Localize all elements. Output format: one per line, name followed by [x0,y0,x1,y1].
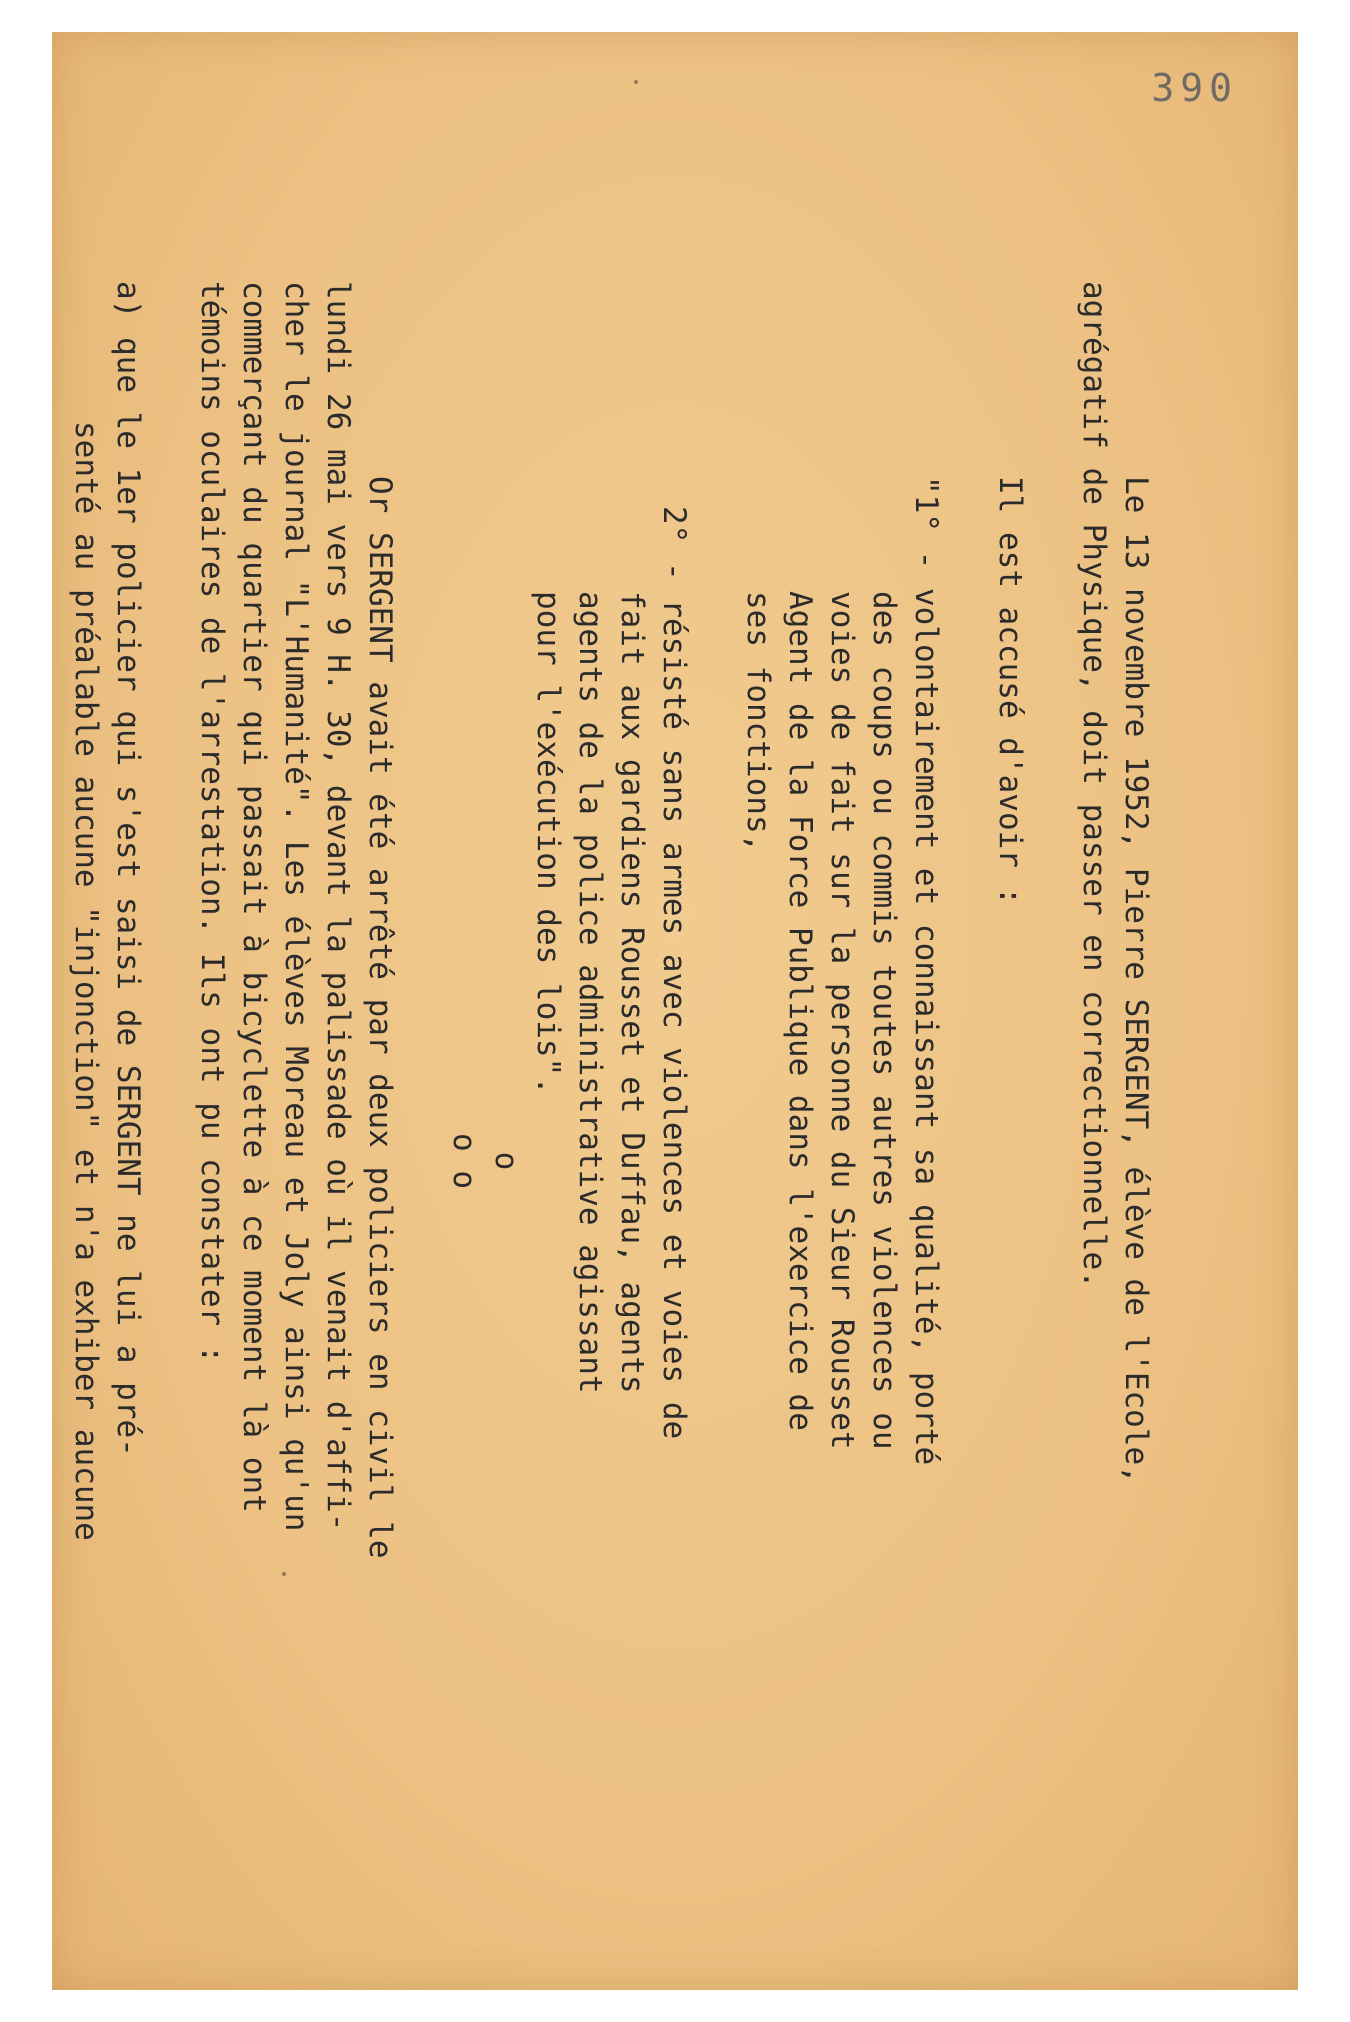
rotated-typescript [68,221,1205,1801]
paper-sheet [52,32,1298,1990]
text-line: pour l'exécution des lois". [530,591,566,1095]
text-line: Il est accusé d'avoir : [992,476,1028,906]
text-line: commerçant du quartier qui passait à bicyclette à ce moment là ont [236,281,272,1513]
text-line: o o [446,1133,482,1189]
text-line: fait aux gardiens Rousset et Duffau, agents [614,591,650,1394]
text-line: lundi 26 mai vers 9 H. 30, devant la palissade où il venait d'affi- [320,281,356,1532]
text-line: Agent de la Force Publique dans l'exercice de [782,591,818,1431]
page-number: 390 [1151,66,1238,110]
text-line: senté au préalable aucune "injonction" et n'a exhiber aucune [68,421,104,1541]
text-line: des coups ou commis toutes autres violences ou [866,591,902,1450]
blank-line [149,281,191,1761]
paper-speck [634,80,638,84]
text-line: Or SERGENT avait été arrêté par deux policiers en civil le [362,476,398,1559]
text-line: Le 13 novembre 1952, Pierre SERGENT, élève de l'Ecole, [1118,476,1154,1484]
text-line: cher le journal "L'Humanité". Les élèves Moreau et Joly ainsi qu'un [278,281,314,1532]
blank-line [695,281,737,1761]
text-line: voies de fait sur la personne du Sieur Rousset [824,591,860,1450]
text-line: agrégatif de Physique, doit passer en correctionnelle. [1076,281,1112,1289]
typed-text-block [68,221,1205,1801]
text-line: 2° - résisté sans armes avec violences et voies de [656,506,692,1440]
blank-line [1031,281,1073,1761]
text-line: o [488,1151,524,1171]
text-line: ses fonctions, [740,591,776,853]
text-line: a) que le 1er policier qui s'est saisi de SERGENT ne lui a pré- [110,281,146,1457]
text-line: "1° - volontairement et connaissant sa qualité, porté [908,476,944,1466]
blank-line [401,281,443,1761]
text-line: agents de la police administrative agissant [572,591,608,1394]
blank-line [947,281,989,1761]
text-line: témoins oculaires de l'arrestation. Ils ont pu constater : [194,281,230,1364]
